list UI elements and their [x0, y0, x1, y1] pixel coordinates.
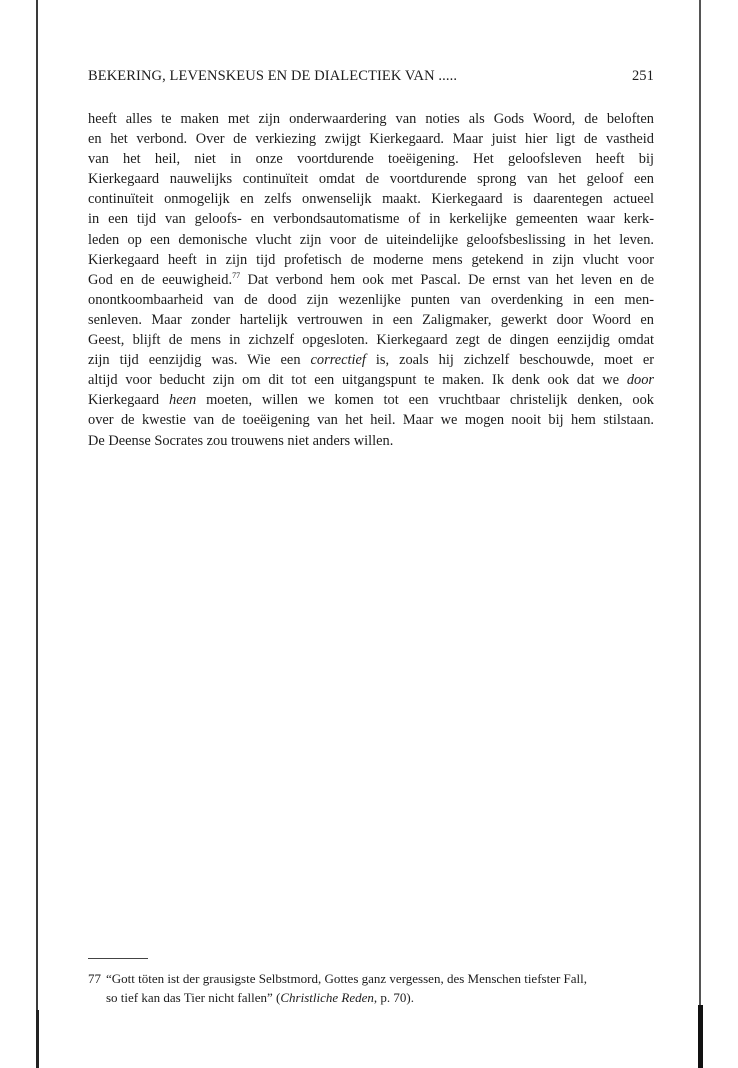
body-line: en het verbond. Over de verkiezing zwijgt Kierkegaard. Maar juist hier ligt de vastheid	[88, 131, 654, 148]
body-line: onontkoombaarheid van de dood zijn wezenlijke punten van overdenking in een men-	[88, 291, 654, 308]
scan-edge-right	[699, 0, 701, 1068]
body-line	[88, 390, 654, 410]
body-line: Kierkegaard heeft in zijn tijd profetisch de moderne mens getekend in zijn vlucht voor	[88, 251, 654, 268]
page-number: 251	[631, 68, 654, 84]
running-head	[88, 68, 654, 85]
body-line: in een tijd van geloofs- en verbondsautomatisme of in kerkelijke gemeenten waar kerk-	[88, 211, 654, 228]
body-line	[88, 370, 654, 390]
italic-term: door	[626, 372, 654, 389]
body-text-fragment: God en de eeuwigheid.	[88, 271, 233, 288]
body-line: De Deense Socrates zou trouwens niet anders willen.	[88, 432, 394, 449]
footnote-line	[88, 970, 654, 989]
footnote-title: Christliche Reden	[280, 989, 374, 1005]
body-line: heeft alles te maken met zijn onderwaardering van noties als Gods Woord, de beloften	[88, 111, 654, 127]
body-text-fragment: Dat verbond hem ook met Pascal. De ernst van het leven en de	[240, 271, 655, 288]
body-text-fragment: is, zoals hij zichzelf beschouwde, moet er	[365, 352, 654, 369]
body-line: senleven. Maar zonder hartelijk vertrouwen in een Zaligmaker, gewerkt door Woord en	[88, 311, 654, 328]
footnote-line	[88, 989, 654, 1008]
footnote-text: “Gott töten ist der grausigste Selbstmord, Gottes ganz vergessen, des Menschen tiefster Fall,	[106, 971, 588, 986]
scan-edge-left-shadow	[36, 1010, 39, 1068]
body-line: Geest, blijft de mens in zichzelf opgesloten. Kierkegaard zegt de dingen eenzijdig omdat	[88, 332, 654, 349]
footnote-text: so tief kan das Tier nicht fallen” (	[106, 989, 281, 1005]
body-line: van het heil, niet in onze voortdurende toeëigening. Het geloofsleven heeft bij	[88, 151, 654, 168]
footnote-ref: 77	[232, 270, 241, 280]
body-line: over de kwestie van de toeëigening van het heil. Maar we mogen nooit bij hem stilstaan.	[88, 412, 654, 429]
italic-term: correctief	[310, 352, 366, 369]
footnote-divider	[88, 958, 148, 959]
body-line: Kierkegaard nauwelijks continuïteit omdat de voortdurende sprong van het geloof een	[88, 171, 654, 188]
body-text-fragment: altijd voor beducht zijn om dit tot een uitgangspunt te maken. Ik denk ook dat we	[88, 372, 627, 389]
running-head-title: BEKERING, LEVENSKEUS EN DE DIALECTIEK VAN .....	[88, 68, 458, 84]
footnote-number: 77	[88, 971, 101, 986]
body-text-fragment: Kierkegaard	[88, 392, 170, 409]
footnote	[88, 970, 654, 1007]
body-line: continuïteit onmogelijk en zelfs onwenselijk maakt. Kierkegaard is daarentegen actueel	[88, 191, 654, 208]
body-text-fragment: zijn tijd eenzijdig was. Wie een	[88, 352, 311, 369]
body-text-fragment: moeten, willen we komen tot een vruchtbaar christelijk denken, ook	[196, 392, 654, 409]
italic-term: heen	[169, 392, 197, 409]
body-line	[88, 270, 654, 290]
body-line: leden op een demonische vlucht zijn voor de uiteindelijke geloofsbeslissing in het leven.	[88, 231, 654, 248]
footnote-text: , p. 70).	[373, 989, 414, 1005]
scan-edge-left	[36, 0, 38, 1068]
scan-edge-right-shadow	[698, 1005, 703, 1068]
body-text	[88, 109, 654, 451]
body-line	[88, 350, 654, 370]
